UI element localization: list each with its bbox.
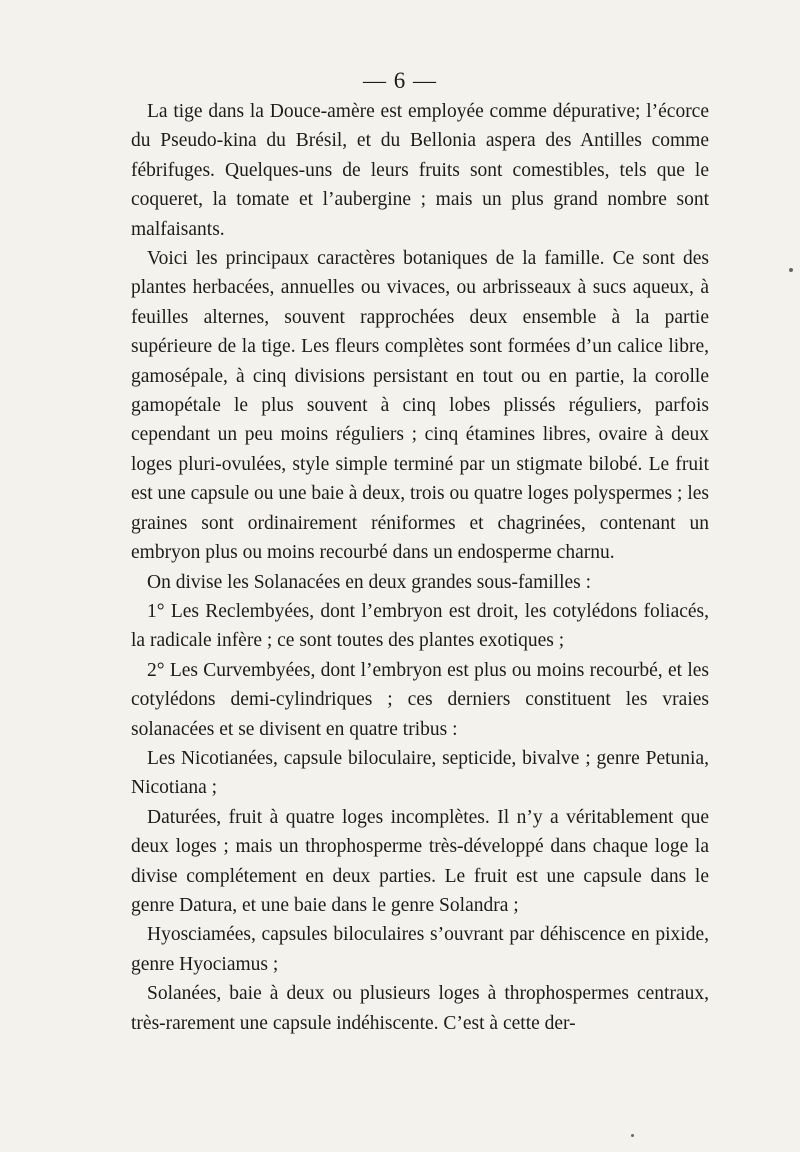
paragraph-daturees: Daturées, fruit à quatre loges incomplètes. Il n’y a véritablement que deux loges ; mais un throphosperme très-développé dans chaque loge la divise complétement en deux parties. Le fruit est une capsule dans le genre Datura, et une baie dans le genre Solandra ;: [131, 806, 709, 916]
paragraph-curvembyees: 2° Les Curvembyées, dont l’embryon est plus ou moins recourbé, et les cotylédons demi-cylindriques ; ces derniers constituent les vraies solanacées et se divisent en quatre tribus :: [131, 659, 709, 740]
paragraph-reclembyees: 1° Les Reclembyées, dont l’embryon est droit, les cotylédons foliacés, la radicale infère ; ce sont toutes des plantes exotiques ;: [131, 600, 709, 652]
paragraph-nicotianees: Les Nicotianées, capsule biloculaire, septicide, bivalve ; genre Petunia, Nicotiana ;: [131, 747, 709, 799]
paragraph-botanical-characters: Voici les principaux caractères botaniques de la famille. Ce sont des plantes herbacées, annuelles ou vivaces, ou arbrisseaux à sucs aqueux, à feuilles alternes, souvent rapprochées deux ensemble à la partie supérieure de la tige. Les fleurs complètes sont formées d’un calice libre, gamosépale, à cinq divisions persistant en tout ou en partie, la corolle gamopétale le plus souvent à cinq lobes plissés réguliers, parfois cependant un peu moins réguliers ; cinq étamines libres, ovaire à deux loges pluri-ovulées, style simple terminé par un stigmate bilobé. Le fruit est une capsule ou une baie à deux, trois ou quatre loges polyspermes ; les graines sont ordinairement réniformes et chagrinées, contenant un embryon plus ou moins recourbé dans un endosperme charnu.: [131, 248, 709, 564]
body-text: [131, 97, 709, 1038]
margin-speck: [789, 268, 793, 272]
paragraph-uses: La tige dans la Douce-amère est employée comme dépurative; l’écorce du Pseudo-kina du Brésil, et du Bellonia aspera des Antilles comme fébrifuges. Quelques-uns de leurs fruits sont comestibles, tels que le coqueret, la tomate et l’aubergine ; mais un plus grand nombre sont malfaisants.: [131, 101, 709, 240]
margin-speck: [631, 1134, 634, 1137]
paragraph-solanees: Solanées, baie à deux ou plusieurs loges à throphospermes centraux, très-rarement une capsule indéhiscente. C’est à cette der-: [131, 983, 709, 1034]
paragraph-hyosciamees: Hyosciamées, capsules biloculaires s’ouvrant par déhiscence en pixide, genre Hyociamus ;: [131, 924, 709, 975]
paragraph-subfamilies-intro: On divise les Solanacées en deux grandes sous-familles :: [147, 571, 592, 593]
page-number: — 6 —: [363, 68, 437, 93]
